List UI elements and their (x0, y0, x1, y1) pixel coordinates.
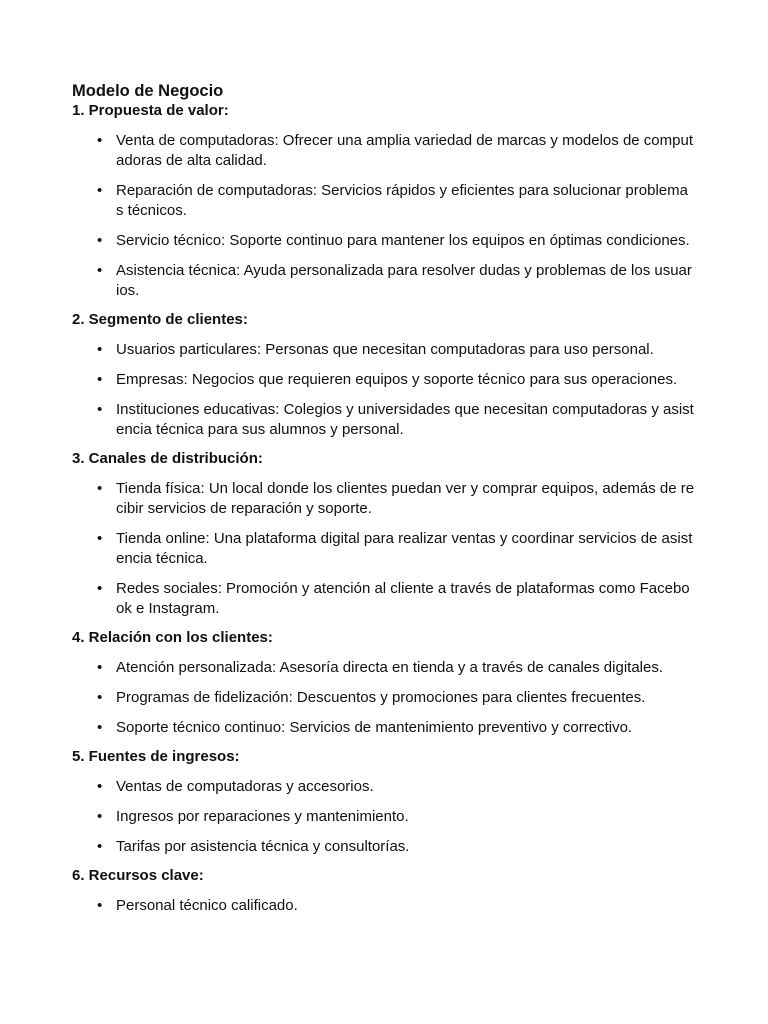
list-item-text-line: Ingresos por reparaciones y mantenimiento. (116, 808, 409, 825)
list-item (72, 529, 696, 569)
bullet-list (72, 777, 696, 857)
list-item (72, 479, 696, 519)
bullet-icon: • (97, 897, 103, 914)
section-2 (72, 310, 696, 440)
list-item-text-line: ok e Instagram. (116, 600, 220, 617)
bullet-icon: • (97, 689, 103, 706)
list-item-text-line: Personal técnico calificado. (116, 897, 298, 914)
bullet-list (72, 131, 696, 301)
list-item (72, 579, 696, 619)
list-item (72, 131, 696, 171)
list-item-text-line: encia técnica para sus alumnos y personal. (116, 421, 404, 438)
bullet-icon: • (97, 182, 103, 199)
list-item-text-line: s técnicos. (116, 202, 187, 219)
list-item (72, 688, 696, 708)
list-item-text-line: Atención personalizada: Asesoría directa en tienda y a través de canales digitales. (116, 659, 664, 676)
list-item-text-line: ios. (116, 282, 140, 299)
bullet-icon: • (97, 530, 103, 547)
list-item-text-line: Tarifas por asistencia técnica y consultorías. (116, 838, 410, 855)
list-item (72, 400, 696, 440)
section-heading: 3. Canales de distribución: (72, 450, 263, 467)
list-item-text-line: Empresas: Negocios que requieren equipos y soporte técnico para sus operaciones. (116, 371, 678, 388)
bullet-icon: • (97, 401, 103, 418)
list-item-text-line: Tienda online: Una plataforma digital para realizar ventas y coordinar servicios de asist (116, 530, 693, 547)
list-item (72, 896, 696, 916)
section-1 (72, 101, 696, 301)
list-item-text-line: Programas de fidelización: Descuentos y promociones para clientes frecuentes. (116, 689, 646, 706)
list-item (72, 340, 696, 360)
list-item-text-line: adoras de alta calidad. (116, 152, 267, 169)
list-item-text-line: Asistencia técnica: Ayuda personalizada para resolver dudas y problemas de los usuar (116, 262, 692, 279)
section-heading: 6. Recursos clave: (72, 867, 204, 884)
bullet-icon: • (97, 778, 103, 795)
list-item-text-line: Soporte técnico continuo: Servicios de mantenimiento preventivo y correctivo. (116, 719, 633, 736)
document-title: Modelo de Negocio (72, 82, 224, 100)
bullet-list (72, 479, 696, 619)
bullet-list (72, 658, 696, 738)
list-item-text-line: Usuarios particulares: Personas que necesitan computadoras para uso personal. (116, 341, 654, 358)
section-heading: 4. Relación con los clientes: (72, 629, 273, 646)
bullet-list (72, 896, 696, 916)
bullet-icon: • (97, 132, 103, 149)
bullet-icon: • (97, 371, 103, 388)
bullet-icon: • (97, 838, 103, 855)
section-3 (72, 449, 696, 619)
bullet-icon: • (97, 808, 103, 825)
list-item (72, 658, 696, 678)
list-item-text-line: Reparación de computadoras: Servicios rápidos y eficientes para solucionar problema (116, 182, 688, 199)
list-item (72, 777, 696, 797)
section-heading: 1. Propuesta de valor: (72, 102, 229, 119)
list-item (72, 231, 696, 251)
list-item (72, 370, 696, 390)
bullet-icon: • (97, 341, 103, 358)
list-item-text-line: Ventas de computadoras y accesorios. (116, 778, 374, 795)
list-item-text-line: Redes sociales: Promoción y atención al cliente a través de plataformas como Facebo (116, 580, 690, 597)
list-item-text-line: Servicio técnico: Soporte continuo para mantener los equipos en óptimas condiciones. (116, 232, 690, 249)
bullet-icon: • (97, 262, 103, 279)
section-6 (72, 866, 696, 916)
section-4 (72, 628, 696, 738)
list-item-text-line: Instituciones educativas: Colegios y universidades que necesitan computadoras y asist (116, 401, 694, 418)
document-sections (72, 101, 696, 916)
bullet-icon: • (97, 232, 103, 249)
list-item-text-line: encia técnica. (116, 550, 208, 567)
list-item-text-line: Venta de computadoras: Ofrecer una amplia variedad de marcas y modelos de comput (116, 132, 693, 149)
section-heading: 5. Fuentes de ingresos: (72, 748, 240, 765)
list-item (72, 261, 696, 301)
list-item (72, 718, 696, 738)
bullet-icon: • (97, 580, 103, 597)
list-item-text-line: cibir servicios de reparación y soporte. (116, 500, 372, 517)
bullet-icon: • (97, 659, 103, 676)
section-heading: 2. Segmento de clientes: (72, 311, 248, 328)
bullet-icon: • (97, 480, 103, 497)
bullet-list (72, 340, 696, 440)
list-item (72, 837, 696, 857)
list-item (72, 181, 696, 221)
list-item-text-line: Tienda física: Un local donde los clientes puedan ver y comprar equipos, además de re (116, 480, 695, 497)
section-5 (72, 747, 696, 857)
bullet-icon: • (97, 719, 103, 736)
list-item (72, 807, 696, 827)
